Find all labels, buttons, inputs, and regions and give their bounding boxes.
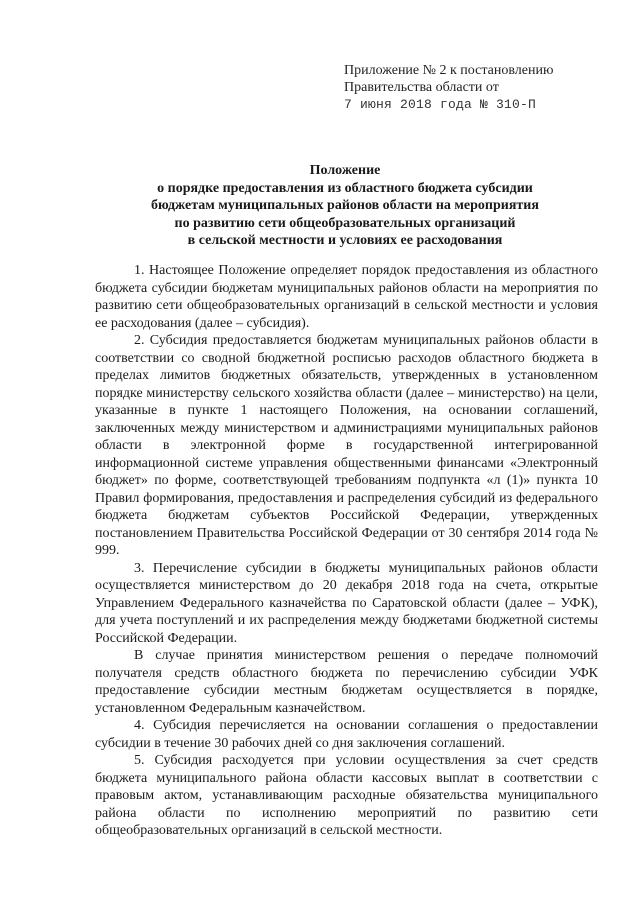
title-line-3: бюджетам муниципальных районов области на мероприятия [151,198,539,213]
title-line-2: о порядке предоставления из областного бюджета субсидии [157,180,533,196]
document-title [80,162,610,250]
annex-date-stamp: 7 июня 2018 года № 310-П [344,97,537,112]
title-line-5: в сельской местности и условиях ее расходования [187,233,503,248]
title-line-1: Положение [309,163,381,178]
annex-line-2: Правительства области от [344,80,499,95]
title-line-4: по развитию сети общеобразовательных организаций [174,215,516,231]
paragraph-1: 1. Настоящее Положение определяет порядок предоставления из областного бюджета субсидии бюджетам муниципальных районов области на мероприятия по развитию сети общеобразовательных организаций в сельской местности и условия ее расходования (далее – субсидия). [95,263,598,331]
paragraph-4: 4. Субсидия перечисляется на основании соглашения о предоставлении субсидии в течение 30 рабочих дней со дня заключения соглашений. [95,718,598,751]
annex-header [344,62,553,113]
paragraph-2: 2. Субсидия предоставляется бюджетам муниципальных районов области в соответствии со сводной бюджетной росписью расходов областного бюджета в пределах лимитов бюджетных обязательств, утвержденных в установленном порядке министерству сельского хозяйства области (далее – министерство) на цели, указанные в пункте 1 настоящего Положения, на основании соглашений, заключенных между министерством и администрациями муниципальных районов области в электронной форме в государственной интегрированной информационной системе управления общественными финансами «Электронный бюджет» по форме, соответствующей требованиям подпункта «л (1)» пункта 10 Правил формирования, предоставления и распределения субсидий из федерального бюджета бюджетам субъектов Российской Федерации, утвержденных постановлением Правительства Российской Федерации от 30 сентября 2014 года № 999. [95,333,598,558]
paragraph-3-note: В случае принятия министерством решения о передаче полномочий получателя средств областного бюджета по перечислению субсидии УФК предоставление субсидии местным бюджетам осуществляется в порядке, установленном Федеральным казначейством. [95,648,598,716]
document-body [95,262,598,840]
paragraph-5: 5. Субсидия расходуется при условии осуществления за счет средств бюджета муниципального района области кассовых выплат в соответствии с правовым актом, устанавливающим расходные обязательства муниципального района области по исполнению мероприятий по развитию сети общеобразовательных организаций в сельской местности. [95,753,598,838]
paragraph-3: 3. Перечисление субсидии в бюджеты муниципальных районов области осуществляется министерством до 20 декабря 2018 года на счета, открытые Управлением Федерального казначейства по Саратовской области (далее – УФК), для учета поступлений и их распределения между бюджетами бюджетной системы Российской Федерации. [95,560,598,646]
annex-line-1: Приложение № 2 к постановлению [344,63,554,78]
